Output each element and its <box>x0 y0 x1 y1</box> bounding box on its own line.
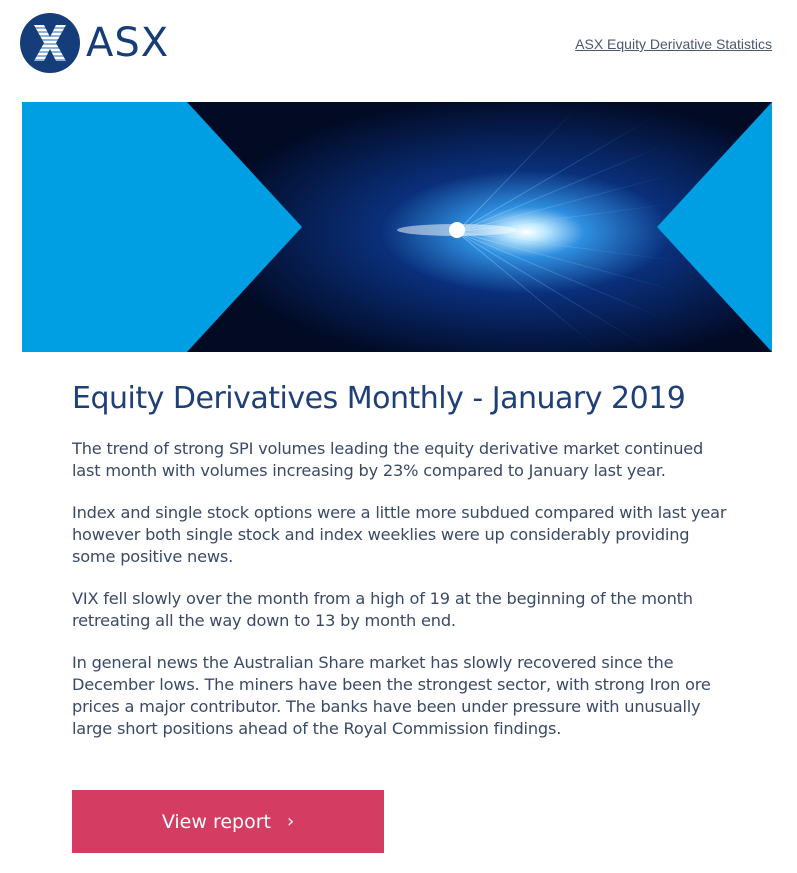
equity-derivative-statistics-link[interactable]: ASX Equity Derivative Statistics <box>575 36 772 52</box>
article-paragraph: VIX fell slowly over the month from a high of 19 at the beginning of the month retreating all the way down to 13 by month end. <box>72 588 693 630</box>
email-header <box>0 0 797 90</box>
hero-banner-image <box>22 102 772 352</box>
article-paragraph: Index and single stock options were a little more subdued compared with last year however both single stock and index weeklies were up considerably providing some positive news. <box>72 502 727 566</box>
logo-text: ASX <box>86 20 170 66</box>
view-report-label: View report <box>161 810 271 833</box>
view-report-button[interactable] <box>72 790 384 853</box>
article-paragraph: The trend of strong SPI volumes leading the equity derivative market continued last month with volumes increasing by 23% compared to January last year. <box>72 438 704 480</box>
article-title: Equity Derivatives Monthly - January 2019 <box>72 381 686 416</box>
asx-logo-mark-icon <box>20 13 80 73</box>
chevron-right-icon: › <box>286 811 295 832</box>
article-paragraph: In general news the Australian Share market has slowly recovered since the December lows. The miners have been the strongest sector, with strong Iron ore prices a major contributor. The banks have been under pressure with unusually large short positions ahead of the Royal Commission findings. <box>72 652 711 738</box>
asx-logo[interactable] <box>20 12 169 74</box>
article-body <box>72 380 732 760</box>
